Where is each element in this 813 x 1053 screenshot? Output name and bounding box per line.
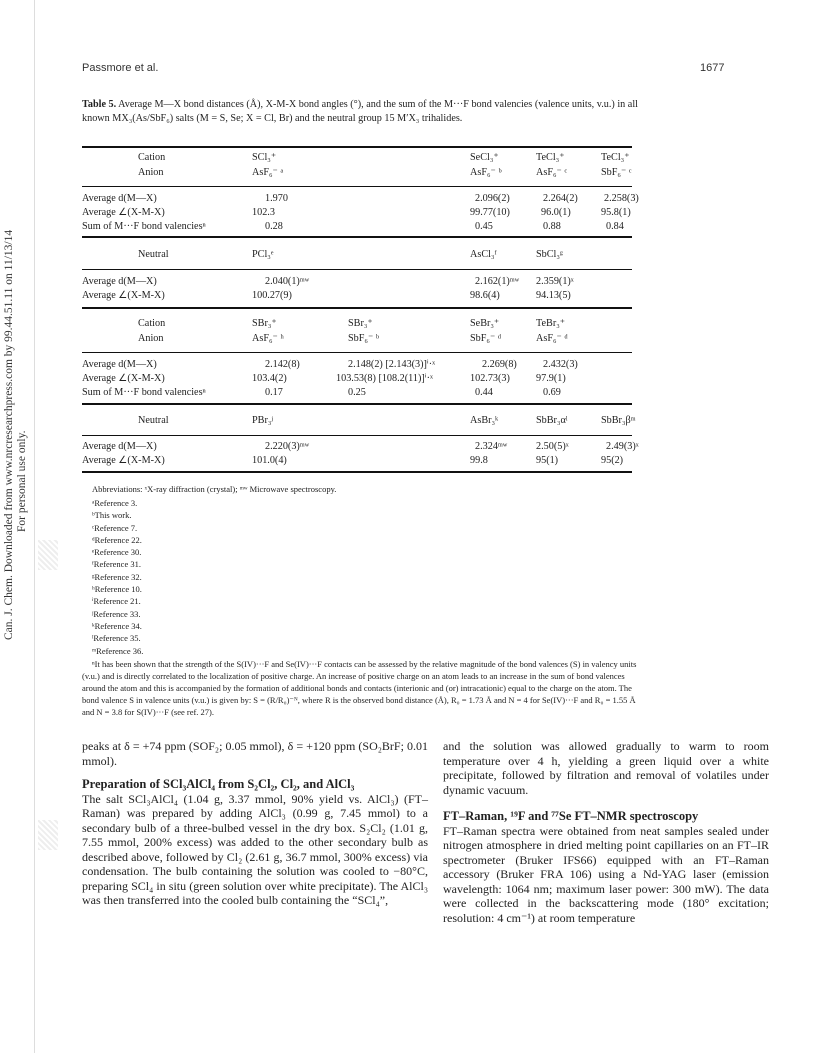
footnote: ᵃReference 3.: [92, 498, 138, 508]
table-rule: [82, 186, 632, 187]
table-cell: 103.4(2): [252, 373, 287, 384]
paragraph: FT–Raman spectra were obtained from neat samples sealed under nitrogen atmosphere in dried melting point capillaries on an FT–IR spectrometer (Bruker IFS66) equipped with an FT–Raman accessory (Bruker FRA 106) using a Nd-YAG laser (emission wavelength: 1064 nm; maximum laser power: 300 mW). The data were collected in the backscattering mode (180° excitation; resolution: 4 cm⁻¹) at room temperature: [443, 823, 769, 925]
section-heading: FT–Raman, ¹⁹F and ⁷⁷Se FT–NMR spectroscopy: [443, 809, 699, 823]
cation-2: SBr₃⁺: [348, 318, 373, 329]
watermark-line-2: For personal use only.: [16, 430, 28, 532]
table-cell: 103.53(8) [108.2(11)]ⁱ·ˣ: [336, 373, 433, 384]
table-cell: 2.324ᵐʷ: [475, 441, 508, 452]
table-cell: 100.27(9): [252, 290, 292, 301]
table-rule: [82, 236, 632, 238]
table-cell: 2.49(3)ˣ: [606, 441, 639, 452]
table-cell: 96.0(1): [541, 207, 571, 218]
anion-4: AsF₆⁻ ᵈ: [536, 333, 568, 344]
scan-artifact: [38, 540, 58, 570]
footnote: ᵍReference 32.: [92, 571, 142, 582]
table-rule: [82, 403, 632, 405]
table-cell: 0.69: [543, 387, 561, 398]
table-cell: 102.73(3): [470, 373, 510, 384]
neutral-3: SbBr₃αˡ: [536, 415, 568, 426]
footnote: ʰReference 10.: [92, 584, 142, 595]
row-label: Average d(M—X): [82, 276, 157, 287]
table-cell: 0.25: [348, 387, 366, 398]
table-bottom-rule: [82, 471, 632, 473]
table-cell: 2.269(8): [482, 359, 517, 370]
table-cell: 99.77(10): [470, 207, 510, 218]
anion-2: AsF₆⁻ ᵇ: [470, 167, 502, 178]
cation-label: Cation: [138, 152, 166, 163]
anion-4: SbF₆⁻ ᶜ: [601, 167, 632, 178]
right-column: [443, 739, 769, 925]
anion-3: AsF₆⁻ ᶜ: [536, 167, 568, 178]
scan-artifact: [38, 820, 58, 850]
row-label: Average d(M—X): [82, 193, 157, 204]
table-cell: 2.096(2): [475, 193, 510, 204]
table-cell: 0.17: [265, 387, 283, 398]
footnote: ᵈReference 22.: [92, 534, 142, 545]
table-rule: [82, 307, 632, 309]
download-watermark: [3, 230, 29, 640]
table-rule: [82, 435, 632, 436]
table-caption-text: Average M—X bond distances (Å), X-M-X bond angles (°), and the sum of the M···F bond valencies (valence units, v.u.) in all known MX₃(As/SbF₆) salts (M = S, Se; X = Cl, Br) and the neutral group 15 M′X₃ trihalides.: [82, 99, 638, 124]
neutral-1: PCl₃ᵉ: [252, 249, 274, 260]
table-cell: 102.3: [252, 207, 275, 218]
footnote-bond-valence: ⁿIt has been shown that the strength of the S(IV)···F and Se(IV)···F contacts can be assessed by the relative magnitude of the bond valences (S) in valency units (v.u.) and is directly correlated to the localization of positive charge. An increase of positive charge on an atom leads to an increase in the sum of bond valences around the atom and this is accompanied by the formation of additional bonds and contacts (interionic and (or) intracationic) equal to the charge on the atom. The bond valence S in valence units (v.u.) is given by: S = (R/R₀)⁻ᴺ, where R is the observed bond distance (Å), R₀ = 1.73 Å and N = 4 for Se(IV)···F and R₀ = 1.55 Å and N = 3.8 for S(IV)···F (see ref. 27).: [82, 659, 637, 717]
anion-1: AsF₆⁻ ʰ: [252, 333, 284, 344]
neutral-label: Neutral: [138, 249, 169, 260]
footnote: ʲReference 33.: [92, 608, 141, 619]
table-cell: 2.162(1)ᵐʷ: [475, 276, 520, 287]
cation-4: TeBr₃⁺: [536, 318, 566, 329]
table-cell: 2.258(3): [604, 193, 639, 204]
neutral-label: Neutral: [138, 415, 169, 426]
table-cell: 2.142(8): [265, 359, 300, 370]
neutral-2: AsCl₃ᶠ: [470, 249, 497, 260]
neutral-4: SbBr₃βᵐ: [601, 415, 636, 426]
footnote: ᵉReference 30.: [92, 547, 142, 558]
footnote: ˡReference 35.: [92, 633, 141, 644]
table-cell: 94.13(5): [536, 290, 571, 301]
section-heading: Preparation of SCl₃AlCl₄ from S₂Cl₂, Cl₂, and AlCl₃: [82, 777, 355, 791]
scan-edge-line: [34, 0, 35, 1053]
table-cell: 98.6(4): [470, 290, 500, 301]
neutral-1: PBr₃ʲ: [252, 415, 273, 426]
row-label: Average ∠(X-M-X): [82, 373, 165, 384]
footnote: ᶜReference 7.: [92, 522, 138, 533]
table-cell: 2.432(3): [543, 359, 578, 370]
left-column: [82, 739, 428, 908]
anion-2: SbF₆⁻ ᵇ: [348, 333, 380, 344]
table-cell: 101.0(4): [252, 455, 287, 466]
anion-label: Anion: [138, 333, 164, 344]
footnote: ᵏReference 34.: [92, 620, 142, 631]
anion-3: SbF₆⁻ ᵈ: [470, 333, 502, 344]
abbreviations: Abbreviations: ˣX-ray diffraction (crystal); ᵐʷ Microwave spectroscopy.: [92, 484, 337, 494]
table-cell: 0.45: [475, 221, 493, 232]
table-cell: 2.040(1)ᵐʷ: [265, 276, 310, 287]
row-label: Average d(M—X): [82, 441, 157, 452]
table-cell: 2.50(5)ˣ: [536, 441, 569, 452]
row-label: Sum of M···F bond valenciesⁿ: [82, 387, 206, 398]
table-caption: [82, 98, 662, 126]
footnote: ⁱReference 21.: [92, 596, 141, 607]
footnote: ᶠReference 31.: [92, 559, 141, 570]
table-cell: 0.84: [606, 221, 624, 232]
table-cell: 0.28: [265, 221, 283, 232]
table-cell: 2.148(2) [2.143(3)]ⁱ·ˣ: [348, 359, 436, 370]
cation-1: SBr₃⁺: [252, 318, 277, 329]
cation-2: SeCl₃⁺: [470, 152, 499, 163]
anion-label: Anion: [138, 167, 164, 178]
footnote: ᵐReference 36.: [92, 645, 144, 656]
paragraph: The salt SCl₃AlCl₄ (1.04 g, 3.37 mmol, 90% yield vs. AlCl₃) (FT–Raman) was prepared by adding AlCl₃ (0.99 g, 7.45 mmol) to a secondary bulb of a three-bulbed vessel in the dry box. S₂Cl₂ (1.01 g, 7.55 mmol, 200% excess) was added to the other secondary bulb as described above, followed by Cl₂ (2.61 g, 36.7 mmol, 300% excess) via condensation. The bulb containing the solution was cooled to −80°C, preparing SCl₄ in situ (green solution over white precipitate). The AlCl₃ was then transferred into the cooled bulb containing the “SCl₄”,: [82, 791, 428, 907]
cation-3: SeBr₃⁺: [470, 318, 500, 329]
cation-label: Cation: [138, 318, 166, 329]
table-cell: 0.88: [543, 221, 561, 232]
row-label: Sum of M···F bond valenciesⁿ: [82, 221, 206, 232]
table-cell: 0.44: [475, 387, 493, 398]
table-cell: 95(1): [536, 455, 559, 466]
table-cell: 1.970: [265, 193, 288, 204]
table-cell: 2.264(2): [543, 193, 578, 204]
footnote-refs: [92, 497, 143, 657]
paragraph: peaks at δ = +74 ppm (SOF₂; 0.05 mmol), δ = +120 ppm (SO₂BrF; 0.01 mmol).: [82, 739, 428, 768]
table-cell: 2.359(1)ˣ: [536, 276, 574, 287]
neutral-3: SbCl₃ᵍ: [536, 249, 564, 260]
footnote: ᵇThis work.: [92, 510, 132, 521]
table-rule: [82, 352, 632, 353]
neutral-2: AsBr₃ᵏ: [470, 415, 499, 426]
table-cell: 97.9(1): [536, 373, 566, 384]
table-rule: [82, 269, 632, 270]
row-label: Average d(M—X): [82, 359, 157, 370]
table-cell: 99.8: [470, 455, 488, 466]
table-cell: 95.8(1): [601, 207, 631, 218]
table-cell: 95(2): [601, 455, 624, 466]
table-label: Table 5.: [82, 99, 117, 110]
anion-1: AsF₆⁻ ᵃ: [252, 167, 284, 178]
paragraph: and the solution was allowed gradually to warm to room temperature over 4 h, yielding a green liquid over a white precipitate, followed by filtration and removal of volatiles under dynamic vacuum.: [443, 739, 769, 797]
cation-4: TeCl₃⁺: [601, 152, 630, 163]
watermark-line-1: Can. J. Chem. Downloaded from www.nrcresearchpress.com by 99.44.51.11 on 11/13/14: [3, 229, 15, 640]
row-label: Average ∠(X-M-X): [82, 207, 165, 218]
row-label: Average ∠(X-M-X): [82, 455, 165, 466]
running-header-authors: Passmore et al.: [82, 62, 159, 74]
table-cell: 2.220(3)ᵐʷ: [265, 441, 310, 452]
cation-1: SCl₃⁺: [252, 152, 277, 163]
cation-3: TeCl₃⁺: [536, 152, 565, 163]
page-number: 1677: [700, 62, 725, 74]
row-label: Average ∠(X-M-X): [82, 290, 165, 301]
table-top-rule: [82, 146, 632, 148]
